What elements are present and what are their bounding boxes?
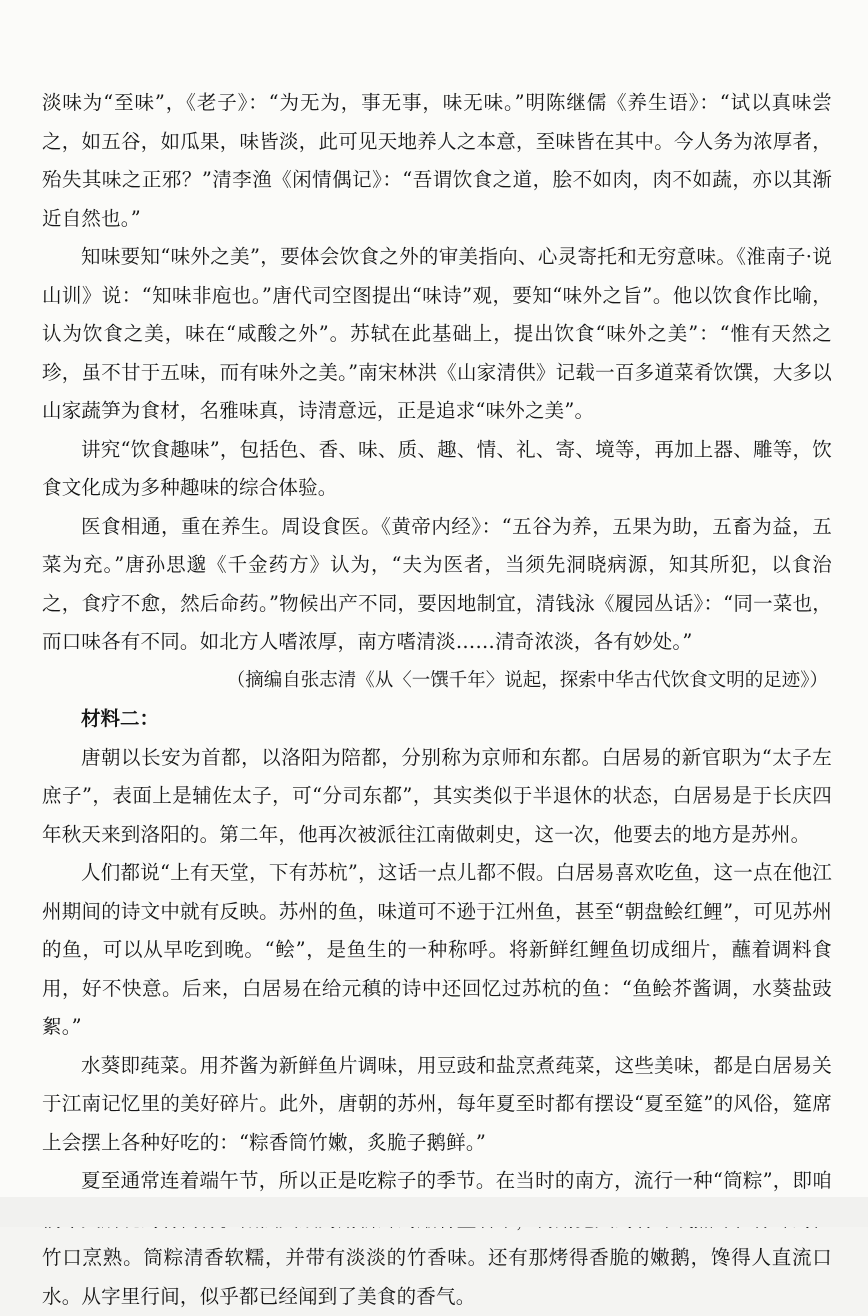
paragraph-water-shield: 水葵即莼菜。用芥酱为新鲜鱼片调味，用豆豉和盐烹煮莼菜，这些美味，都是白居易关于江南记忆里的美好碎片。此外，唐朝的苏州，每年夏至时都有摆设“夏至筵”的风俗，筵席上会摆上各种好吃的：“粽香筒竹嫩，炙脆子鹅鲜。” bbox=[42, 1053, 832, 1154]
paragraph-plain-taste: 淡味为“至味”，《老子》：“为无为，事无事，味无味。”明陈继儒《养生语》：“试以真味尝之，如五谷，如瓜果，味皆淡，此可见天地养人之本意，至味皆在其中。今人务为浓厚者，殆失其味之正邪？”清李渔《闲情偶记》：“吾谓饮食之道，脍不如肉，肉不如蔬，亦以其渐近自然也。” bbox=[42, 91, 832, 230]
paragraph-tang-capital: 唐朝以长安为首都，以洛阳为陪都，分别称为京师和东都。白居易的新官职为“太子左庶子”，表面上是辅佐太子，可“分司东都”，其实类似于半退休的状态，白居易是于长庆四年秋天来到洛阳的。第二年，他再次被派往江南做刺史，这一次，他要去的地方是苏州。 bbox=[42, 745, 832, 846]
paragraph-suzhou-fish: 人们都说“上有天堂，下有苏杭”，这话一点儿都不假。白居易喜欢吃鱼，这一点在他江州期间的诗文中就有反映。苏州的鱼，味道可不逊于江州鱼，甚至“朝盘鲙红鲤”，可见苏州的鱼，可以从早吃到晚。“鲙”，是鱼生的一种称呼。将新鲜红鲤鱼切成细片，蘸着调料食用，好不快意。后来，白居易在给元稹的诗中还回忆过苏杭的鱼：“鱼鲙芥酱调，水葵盐豉絮。” bbox=[42, 861, 832, 1038]
paragraph-zongzi: 夏至通常连着端午节，所以正是吃粽子的季节。在当时的南方，流行一种“筒粽”，即咱 竹口烹熟。筒粽清香软糯，并带有淡淡的竹香味。还有那烤得香脆的嫩鹅，馋得人直流口水。从字里行间，似乎都已经闻到了美食的香气。 bbox=[42, 1169, 832, 1308]
section-title-material-two: 材料二： bbox=[81, 707, 160, 730]
paragraph-food-interest: 讲究“饮食趣味”，包括色、香、味、质、趣、情、礼、寄、境等，再加上器、雕等，饮食文化成为多种趣味的综合体验。 bbox=[42, 437, 832, 499]
source-citation: （摘编自张志清《从〈一馔千年〉说起，探索中华古代饮食文明的足迹》） bbox=[226, 669, 828, 691]
paragraph-food-medicine: 医食相通，重在养生。周设食医。《黄帝内经》：“五谷为养，五果为助，五畜为益，五菜为充。”唐孙思邈《千金药方》认为，“夫为医者，当须先洞晓病源，知其所犯，以食治之，食疗不愈，然后命药。”物候出产不同，要因地制宜，清钱泳《履园丛话》：“同一菜也，而口味各有不同。如北方人嗜浓厚，南方嗜清淡……清奇浓淡，各有妙处。” bbox=[42, 514, 832, 653]
paragraph-beyond-taste: 知味要知“味外之美”，要体会饮食之外的审美指向、心灵寄托和无穷意味。《淮南子·说山训》说：“知味非庖也。”唐代司空图提出“味诗”观，要知“味外之旨”。他以饮食作比喻，认为饮食之美，味在“咸酸之外”。苏轼在此基础上，提出饮食“味外之美”：“惟有天然之珍，虽不甘于五味，而有味外之美。”南宋林洪《山家清供》记载一百多道菜肴饮馔，大多以山家蔬笋为食材，名雅味真，诗清意远，正是追求“味外之美”。 bbox=[42, 245, 832, 422]
page-bottom-margin bbox=[0, 1197, 868, 1227]
